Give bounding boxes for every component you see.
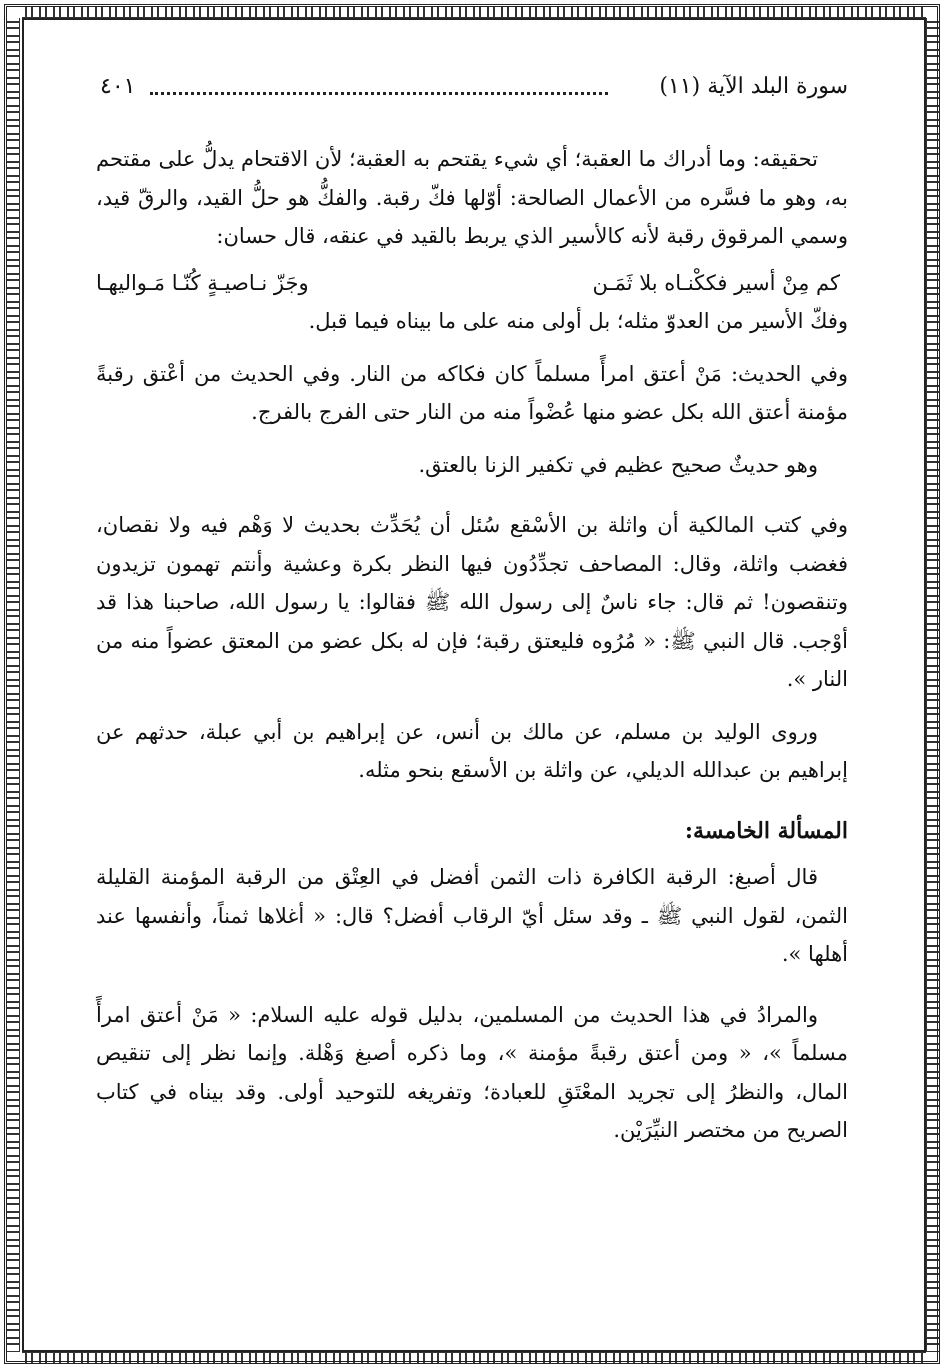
- paragraph-hadith-sahih: وهو حديثٌ صحيح عظيم في تكفير الزنا بالعتق.: [418, 452, 818, 477]
- poem-verse: [96, 264, 848, 303]
- paragraph-murad: والمرادُ في هذا الحديث من المسلمين، بدليل قوله عليه السلام: « مَنْ أعتق امرأً مسلماً »، « ومن أعتق رقبةً مؤمنة »، وما ذكره أصبغ وَهْلة. وإنما نظر إلى تنقيص المال، والنظرُ إلى تجريد المعْتَقِ للعبادة؛ وتفريغه للتوحيد أولى. وقد بيناه في كتاب الصريح من مختصر النيِّرَيْن.: [96, 1002, 848, 1142]
- header-leader-dots: [150, 92, 608, 95]
- header-title: سورة البلد الآية (١١): [659, 74, 848, 99]
- page-body: [96, 140, 848, 1150]
- paragraph-malikiyya: وفي كتب المالكية أن واثلة بن الأسْقع سُئل أن يُحَدِّث بحديث لا وَهْم فيه ولا نقصان، فغضب واثلة، وقال: المصاحف تجدِّدُون فيها النظر بكرة وعشية وأنتم تهمون تزيدون وتنقصون! ثم قال: جاء ناسٌ إلى رسول الله ﷺ فقالوا: يا رسول الله، صاحبنا هذا قد أوْجب. قال النبي ﷺ: « مُرُوه فليعتق رقبة؛ فإن له بكل عضو من المعتق عضواً منه من النار ».: [96, 513, 848, 691]
- paragraph-riwaya: وروى الوليد بن مسلم، عن مالك بن أنس، عن إبراهيم بن أبي عبلة، حدثهم عن إبراهيم بن عبدالله الديلي، عن واثلة بن الأسقع بنحو مثله.: [96, 719, 848, 782]
- paragraph-fakk: وفكّ الأسير من العدوّ مثله؛ بل أولى منه على ما بيناه فيما قبل.: [308, 309, 848, 333]
- section-heading: المسألة الخامسة:: [684, 817, 848, 844]
- paragraph-asbagh: قال أصبغ: الرقبة الكافرة ذات الثمن أفضل في العِتْق من الرقبة المؤمنة القليلة الثمن، لقول النبي ﷺ ـ وقد سئل أيّ الرقاب أفضل؟ قال: « أغلاها ثمناً، وأنفسها عند أهلها ».: [96, 865, 848, 966]
- running-header: [90, 74, 848, 114]
- paragraph-tahqiq: تحقيقه: وما أدراك ما العقبة؛ أي شيء يقتحم به العقبة؛ لأن الاقتحام يدلُّ على مقتحم به، وهو ما فسَّره من الأعمال الصالحة: أوّلها فكّ رقبة. والفكُّ هو حلُّ القيد، والرقّ قيد، وسمي المرقوق رقبة لأنه كالأسير الذي يربط بالقيد في عنقه، قال حسان:: [96, 147, 848, 248]
- paragraph-hadith: وفي الحديث: مَنْ أعتق امرأً مسلماً كان فكاكه من النار. وفي الحديث من أعْتق رقبةً مؤمنة أعتق الله بكل عضو منها عُضْواً منه من النار حتى الفرج بالفرج.: [96, 361, 848, 424]
- page-number: ٤٠١: [100, 74, 136, 99]
- poem-first-hemistich: كم مِنْ أسير فككْنـاه بلا ثَمَـن: [592, 270, 840, 295]
- poem-second-hemistich: وجَزّ نـاصيـةٍ كُنّـا مَـواليهـا: [96, 270, 309, 295]
